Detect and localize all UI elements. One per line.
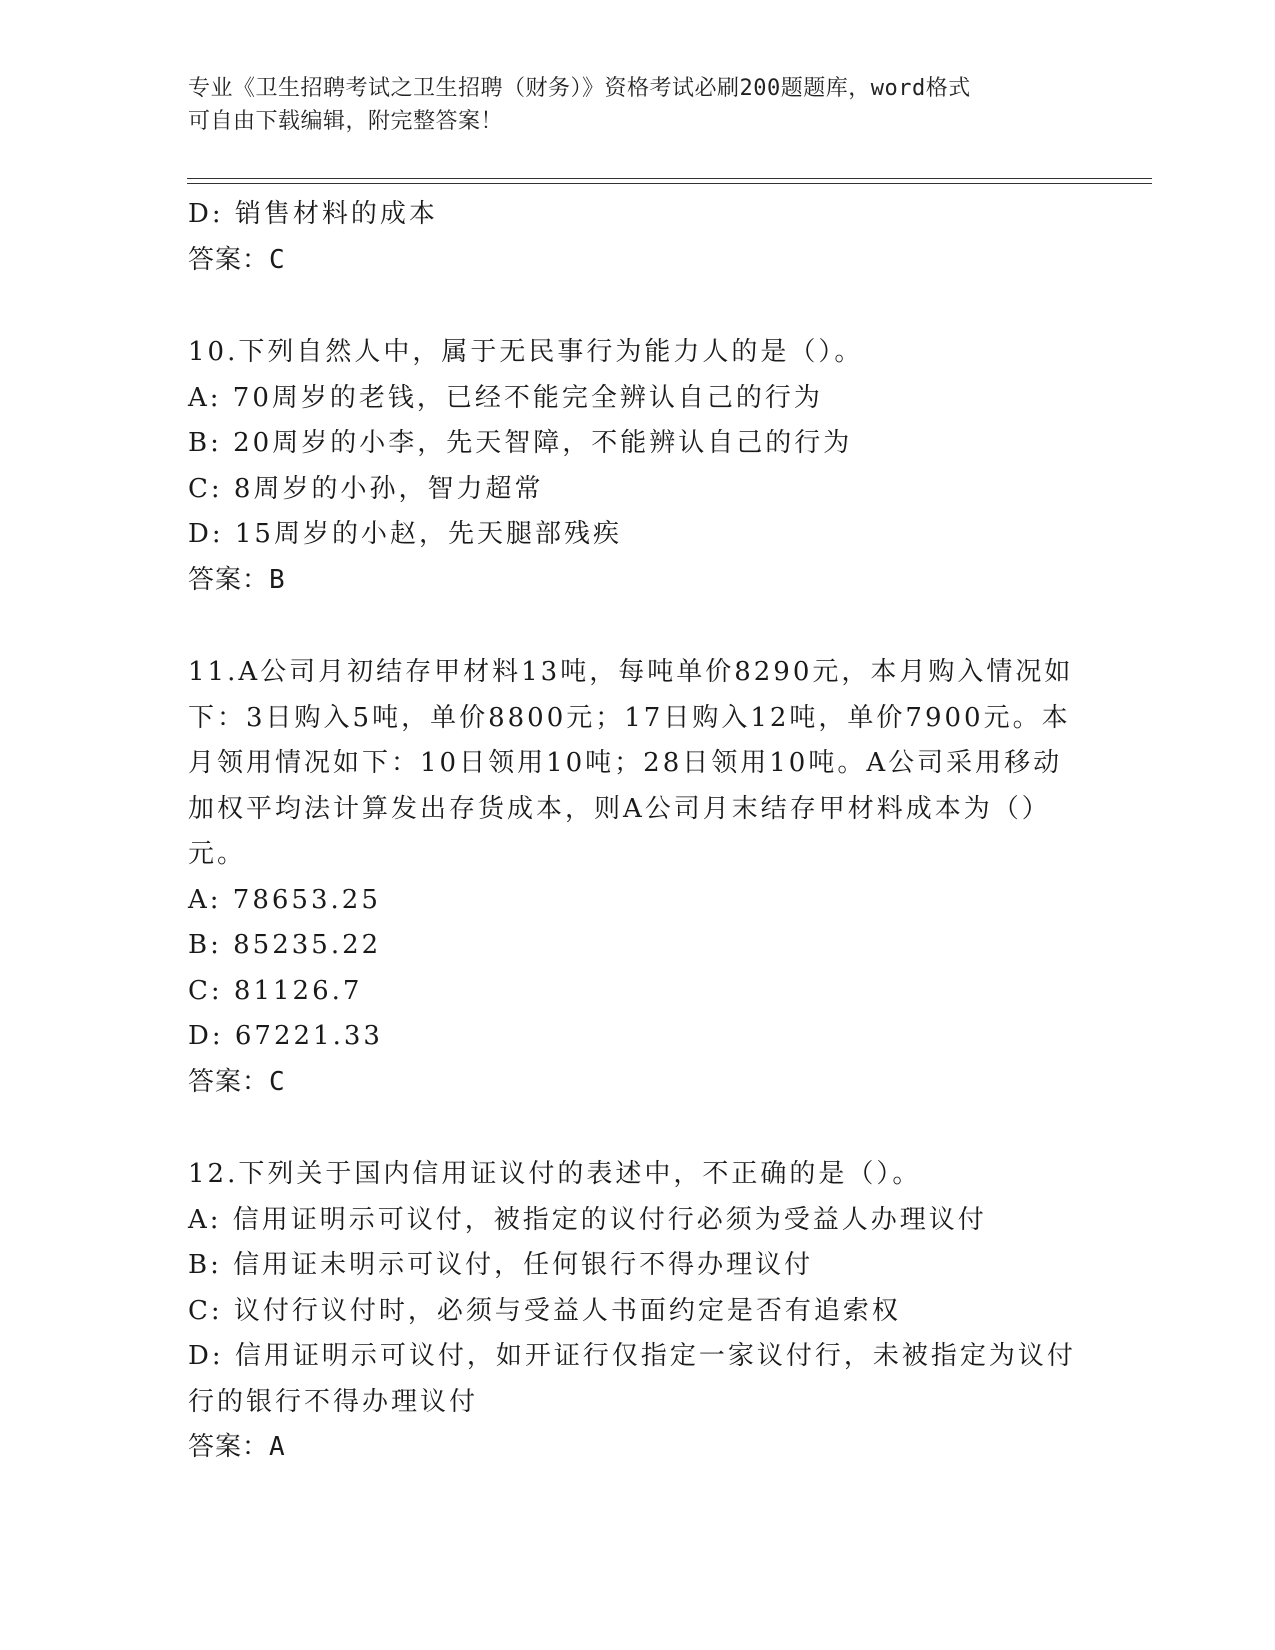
spacer (188, 1105, 1088, 1152)
q11-stem-line-1: 11.A公司月初结存甲材料13吨，每吨单价8290元，本月购入情况如 (188, 657, 1074, 687)
q10-option-d: D: 15周岁的小赵，先天腿部残疾 (188, 519, 622, 549)
q11-option-b: B: 85235.22 (188, 930, 382, 960)
q11-option-d: D: 67221.33 (188, 1021, 383, 1051)
question-content (188, 192, 1088, 1471)
header-divider-top (187, 178, 1152, 179)
q11-answer: 答案：C (188, 1066, 286, 1097)
q12-answer: 答案：A (188, 1432, 286, 1462)
header-divider-bottom (187, 183, 1152, 184)
spacer (188, 603, 1088, 650)
q11-option-a: A: 78653.25 (188, 884, 381, 915)
q12-option-c: C: 议付行议付时，必须与受益人书面约定是否有追索权 (188, 1295, 901, 1326)
q11-option-c: C: 81126.7 (188, 975, 363, 1006)
q12-option-d-line-2: 行的银行不得办理议付 (188, 1386, 479, 1417)
q12-option-d-line-1: D: 信用证明示可议付，如开证行仅指定一家议付行，未被指定为议付 (188, 1341, 1076, 1371)
q12-option-b: B: 信用证未明示可议付，任何银行不得办理议付 (188, 1250, 814, 1280)
header-line-1: 专业《卫生招聘考试之卫生招聘（财务）》资格考试必刷200题题库，word格式 (188, 76, 971, 101)
header-line-2: 可自由下载编辑，附完整答案！ (188, 109, 504, 134)
prev-answer: 答案：C (188, 244, 286, 275)
q10-option-c: C: 8周岁的小孙，智力超常 (188, 473, 544, 504)
q11-stem-line-4: 加权平均法计算发出存货成本，则A公司月末结存甲材料成本为（） (188, 793, 1051, 824)
q11-stem-line-2: 下：3日购入5吨，单价8800元；17日购入12吨，单价7900元。本 (188, 702, 1071, 733)
q10-answer: 答案：B (188, 564, 286, 595)
q11-stem-line-5: 元。 (188, 839, 247, 869)
prev-option-d: D: 销售材料的成本 (188, 199, 438, 229)
document-header (188, 72, 1068, 138)
q10-option-a: A: 70周岁的老钱，已经不能完全辨认自己的行为 (188, 382, 823, 413)
q12-stem: 12.下列关于国内信用证议付的表述中，不正确的是（）。 (188, 1159, 922, 1189)
q11-stem-line-3: 月领用情况如下：10日领用10吨；28日领用10吨。A公司采用移动 (188, 748, 1063, 778)
q12-option-a: A: 信用证明示可议付，被指定的议付行必须为受益人办理议付 (188, 1204, 987, 1235)
q10-stem: 10.下列自然人中，属于无民事行为能力人的是（）。 (188, 337, 864, 367)
spacer (188, 283, 1088, 330)
q10-option-b: B: 20周岁的小李，先天智障，不能辨认自己的行为 (188, 428, 853, 458)
